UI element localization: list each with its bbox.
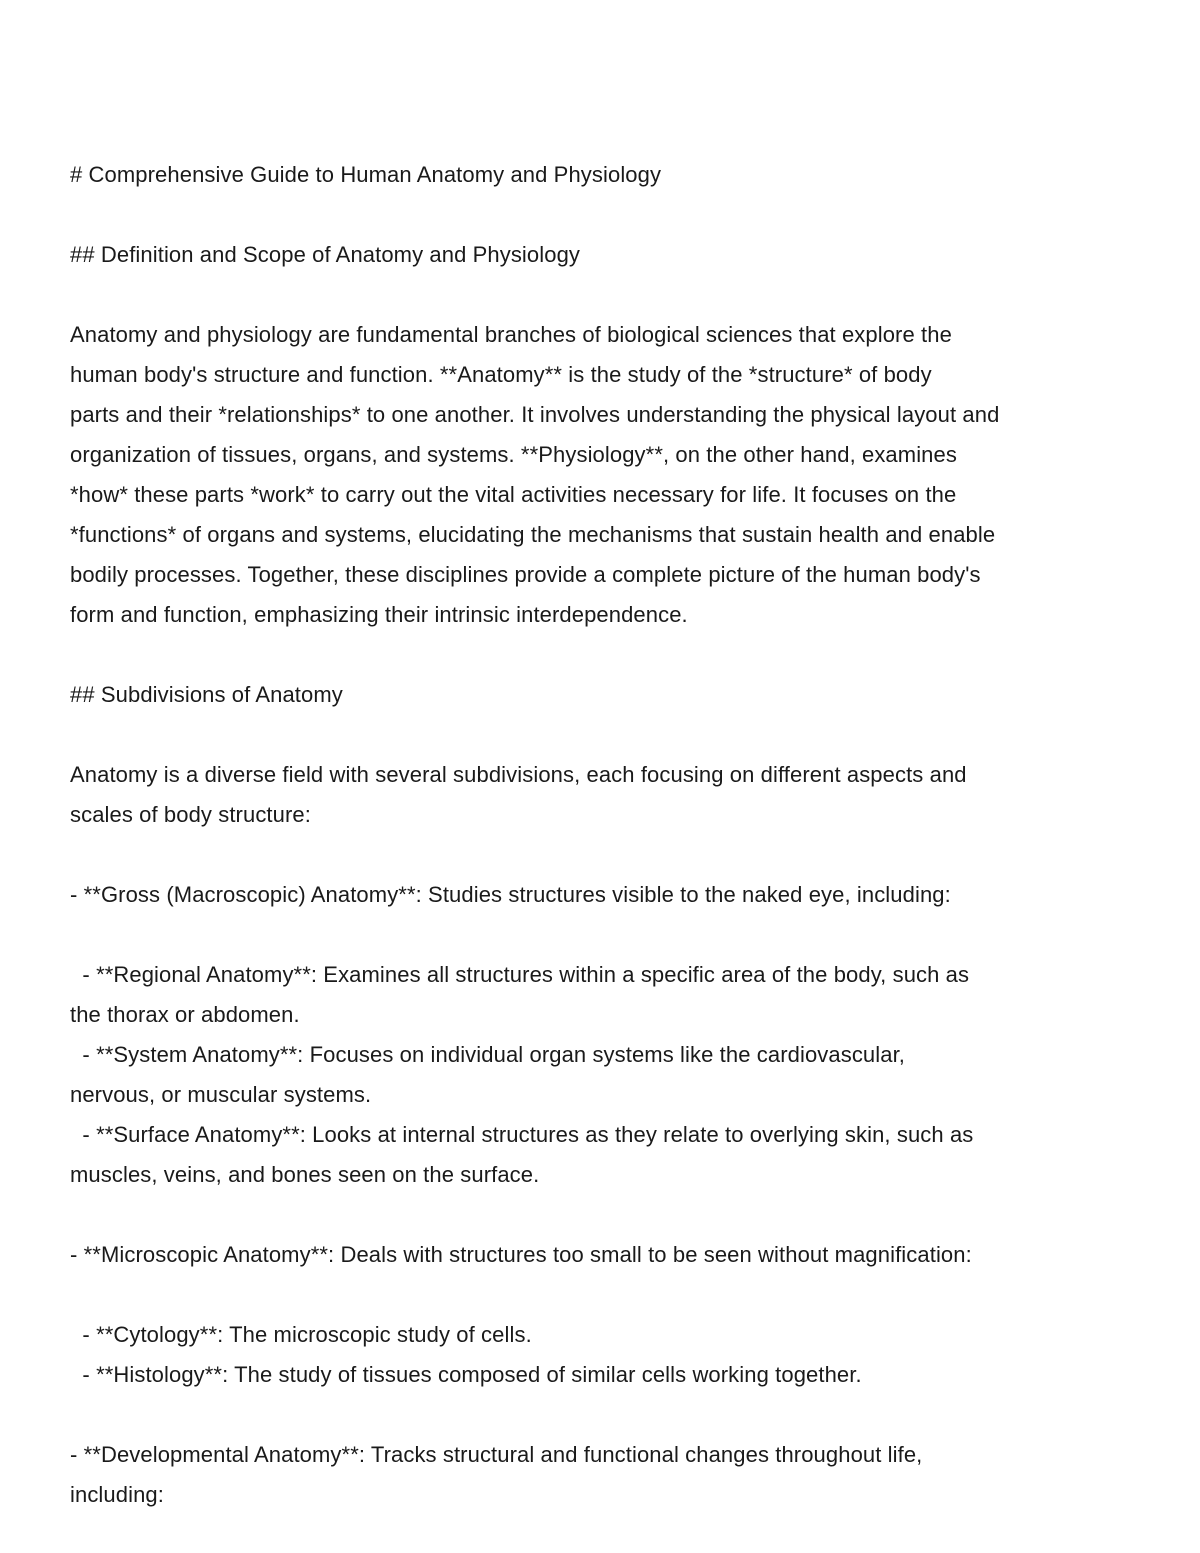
list-item: muscles, veins, and bones seen on the surface. xyxy=(70,1162,540,1187)
spacer xyxy=(70,275,1130,315)
list-item: the thorax or abdomen. xyxy=(70,1002,300,1027)
document-title: # Comprehensive Guide to Human Anatomy and Physiology xyxy=(70,162,662,187)
paragraph-line: Anatomy and physiology are fundamental branches of biological sciences that explore the xyxy=(70,322,952,347)
spacer xyxy=(70,715,1130,755)
list-item: - **Regional Anatomy**: Examines all structures within a specific area of the body, such as xyxy=(70,962,970,987)
microscopic-anatomy-sublist xyxy=(70,1315,1130,1395)
list-item-microscopic-anatomy: - **Microscopic Anatomy**: Deals with structures too small to be seen without magnification: xyxy=(70,1242,972,1267)
spacer xyxy=(70,1395,1130,1435)
gross-anatomy-sublist xyxy=(70,955,1130,1195)
paragraph-line: *functions* of organs and systems, elucidating the mechanisms that sustain health and enable xyxy=(70,522,996,547)
definition-paragraph xyxy=(70,315,1130,635)
list-item: including: xyxy=(70,1482,164,1507)
paragraph-line: human body's structure and function. **Anatomy** is the study of the *structure* of body xyxy=(70,362,932,387)
spacer xyxy=(70,635,1130,675)
list-item-gross-anatomy: - **Gross (Macroscopic) Anatomy**: Studies structures visible to the naked eye, including: xyxy=(70,882,951,907)
subdivisions-intro xyxy=(70,755,1130,835)
spacer xyxy=(70,1275,1130,1315)
list-item-developmental-anatomy xyxy=(70,1435,1130,1515)
spacer xyxy=(70,1195,1130,1235)
document-page xyxy=(70,155,1130,1515)
list-item: - **System Anatomy**: Focuses on individual organ systems like the cardiovascular, xyxy=(70,1042,905,1067)
list-item: - **Histology**: The study of tissues composed of similar cells working together. xyxy=(70,1362,862,1387)
list-item: nervous, or muscular systems. xyxy=(70,1082,372,1107)
list-item: - **Cytology**: The microscopic study of cells. xyxy=(70,1322,532,1347)
paragraph-line: *how* these parts *work* to carry out the vital activities necessary for life. It focuses on the xyxy=(70,482,957,507)
section-heading-subdivisions: ## Subdivisions of Anatomy xyxy=(70,682,343,707)
spacer xyxy=(70,915,1130,955)
list-item: - **Developmental Anatomy**: Tracks structural and functional changes throughout life, xyxy=(70,1442,923,1467)
paragraph-line: scales of body structure: xyxy=(70,802,311,827)
paragraph-line: bodily processes. Together, these disciplines provide a complete picture of the human body's xyxy=(70,562,981,587)
spacer xyxy=(70,195,1130,235)
paragraph-line: organization of tissues, organs, and systems. **Physiology**, on the other hand, examines xyxy=(70,442,957,467)
paragraph-line: parts and their *relationships* to one another. It involves understanding the physical layout and xyxy=(70,402,1000,427)
list-item: - **Surface Anatomy**: Looks at internal structures as they relate to overlying skin, such as xyxy=(70,1122,974,1147)
section-heading-definition: ## Definition and Scope of Anatomy and Physiology xyxy=(70,242,581,267)
spacer xyxy=(70,835,1130,875)
paragraph-line: form and function, emphasizing their intrinsic interdependence. xyxy=(70,602,688,627)
paragraph-line: Anatomy is a diverse field with several subdivisions, each focusing on different aspects and xyxy=(70,762,967,787)
